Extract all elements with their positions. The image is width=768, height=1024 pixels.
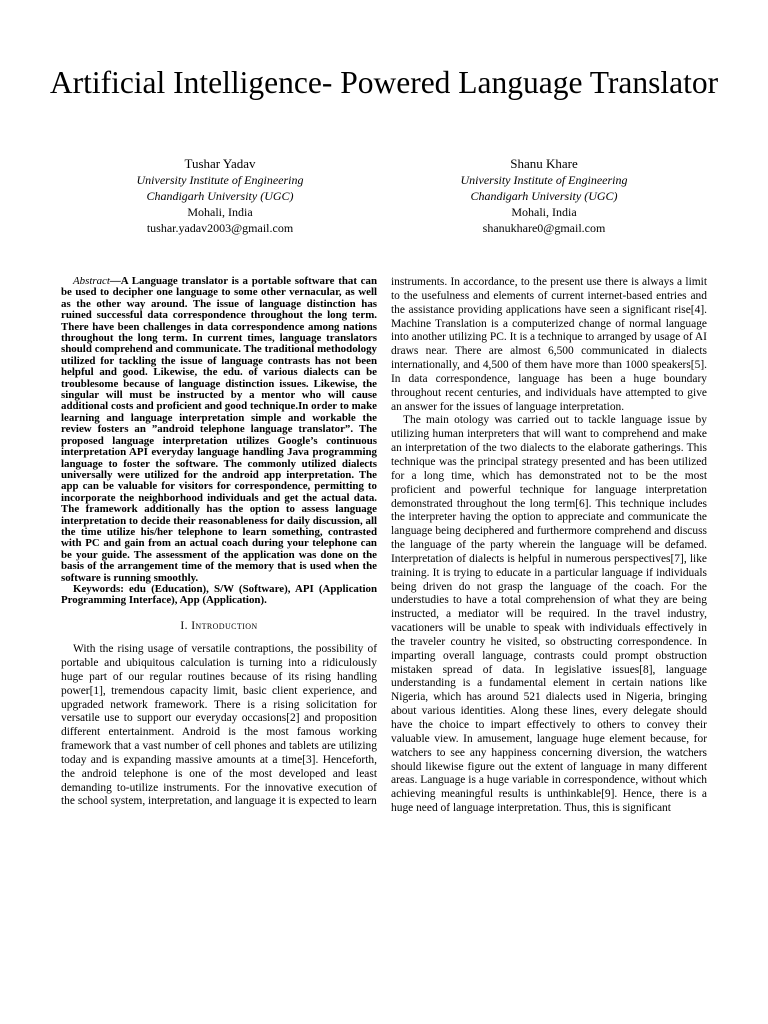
author-affiliation: University Institute of Engineering <box>136 173 304 187</box>
intro-paragraph: With the rising usage of versatile contraptions, the possibility of portable and ubiquitous calculation is turning into a ridiculously huge part of our regular routines because of its rising handling power[1], tremendous capacity limit, basic client experience, and upgraded network framework. There is a rising solicitation for versatile use to support our everyday occasions[2] and proposition different entertainment. Android is the most famous working framework that a vast number of cell phones and tablets are utilizing today and is expanding massive amounts at a time[3]. Henceforth, the android telephone is one of the most developed and least demanding to-utilize instruments. For the innovative execution of the school system, interpretation, and language it is expected to learn <box>61 643 377 808</box>
author-block-2 <box>394 155 694 236</box>
author-location: Mohali, India <box>511 205 577 219</box>
author-affiliation: Chandigarh University (UGC) <box>470 189 618 203</box>
author-block-1 <box>70 155 370 236</box>
right-column <box>391 276 707 816</box>
section-number: I. <box>180 619 188 632</box>
body-paragraph: The main otology was carried out to tackle language issue by utilizing human interpreters that will want to comprehend and make an interpretation of the two dialects to the elaborate gatherings. This technique was the principal strategy presented and has been utilized for a long time, which has demonstrated not to be the most proficient and powerful technique for language interpretation demonstrated throughout the long term[6]. This technique includes the interpreter having the option to appreciate and communicate the language being deciphered and furthermore comprehend and discuss the language of the party wherein the language will be defamed. Interpretation of dialects is helpful in numerous perspectives[7], like training. It is trying to educate in a particular language if individuals being driven do not grasp the language of the coach. For the understudies to have a total comprehension of what they are being instructed, a mediator will be required. In the travel industry, vacationers will be unable to speak with individuals effectively in the traveler country he visited, so obstructing correspondence. In imparting overall language, contrasts could prompt obstruction mistaken spread of data. In legislative issues[8], language understanding is a fundamental element in certain nations like Nigeria, which has around 521 dialects used in Nigeria, bringing about various identities. Along these lines, every delegate should have the choice to impart effectively to others to convey their valuable view. In amusement, language huge element because, for watchers to see any happiness concerning diversion, the watchers should likewise figure out the extent of language in many different areas. Language is a huge variable in correspondence, without which achieving meaningful results is unthinkable[9]. Hence, there is a huge need of language interpretation. Thus, this is significant <box>391 414 707 815</box>
author-email: tushar.yadav2003@gmail.com <box>146 221 294 235</box>
abstract-text: —A Language translator is a portable software that can be used to decipher one language to some other vernacular, as well as the other way around. The issue of language distinction has ruined successful data correspondence throughout the long term. There have been challenges in data correspondence among nations throughout the long term. In current times, language translators should comprehend and communicate. The traditional methodology utilized for tackling the issue of language contrasts has not been helpful and good. Likewise, the edu. of various dialects can be troublesome because of language distinction issues. Likewise, the singular will must be instructed by a mentor who will cause additional costs and proficient and good technique.In order to make learning and language interpretation simple and workable the review fosters an ”android telephone language translator”. The proposed language interpretation utilizes Google’s continuous interpretation API everyday language handling Java programming language to foster the software. The commonly utilized dialects universally were utilized for the android app interpretation. The app can be valuable for visitors for correspondence, permitting to incorporate the neighborhood individuals and get the actual data. The framework additionally has the option to assess language interpretation to decide their reasonableness for daily discussion, all the time utilize his/her telephone to learn something, contrasted with PC and gain from an actual coach during your telephone can be your guide. The assessment of the application was done on the basis of the arrangement time of the memory that is used when the software is running smoothly. <box>61 275 377 584</box>
section-title: Introduction <box>191 619 258 632</box>
author-location: Mohali, India <box>187 205 253 219</box>
author-affiliation: Chandigarh University (UGC) <box>146 189 294 203</box>
body-paragraph: instruments. In accordance, to the present use there is always a limit to the usefulness and elements of current internet-based entries and the assistance providing applications have seen a significant rise[4]. Machine Translation is a computerized change of normal language into another utilizing PC. It is a technique to arranged by usage of AI draws near. There are almost 6,500 communicated in dialects internationally, and 4,500 of them have more than 1000 speakers[5]. In data correspondence, language has been a huge boundary throughout recent centuries, and individuals have attempted to give an answer for the issues of language interpretation. <box>391 276 707 413</box>
left-column <box>61 276 377 809</box>
abstract-label: Abstract <box>73 275 110 287</box>
author-email: shanukhare0@gmail.com <box>482 221 606 235</box>
author-name: Tushar Yadav <box>184 156 256 171</box>
abstract <box>61 276 377 584</box>
paper-title: Artificial Intelligence- Powered Language Translator <box>49 65 719 100</box>
author-name: Shanu Khare <box>510 156 578 171</box>
author-affiliation: University Institute of Engineering <box>460 173 628 187</box>
section-heading <box>61 620 377 633</box>
keywords: Keywords: edu (Education), S/W (Software), API (Application Programming Interface), App (Application). <box>61 582 377 607</box>
